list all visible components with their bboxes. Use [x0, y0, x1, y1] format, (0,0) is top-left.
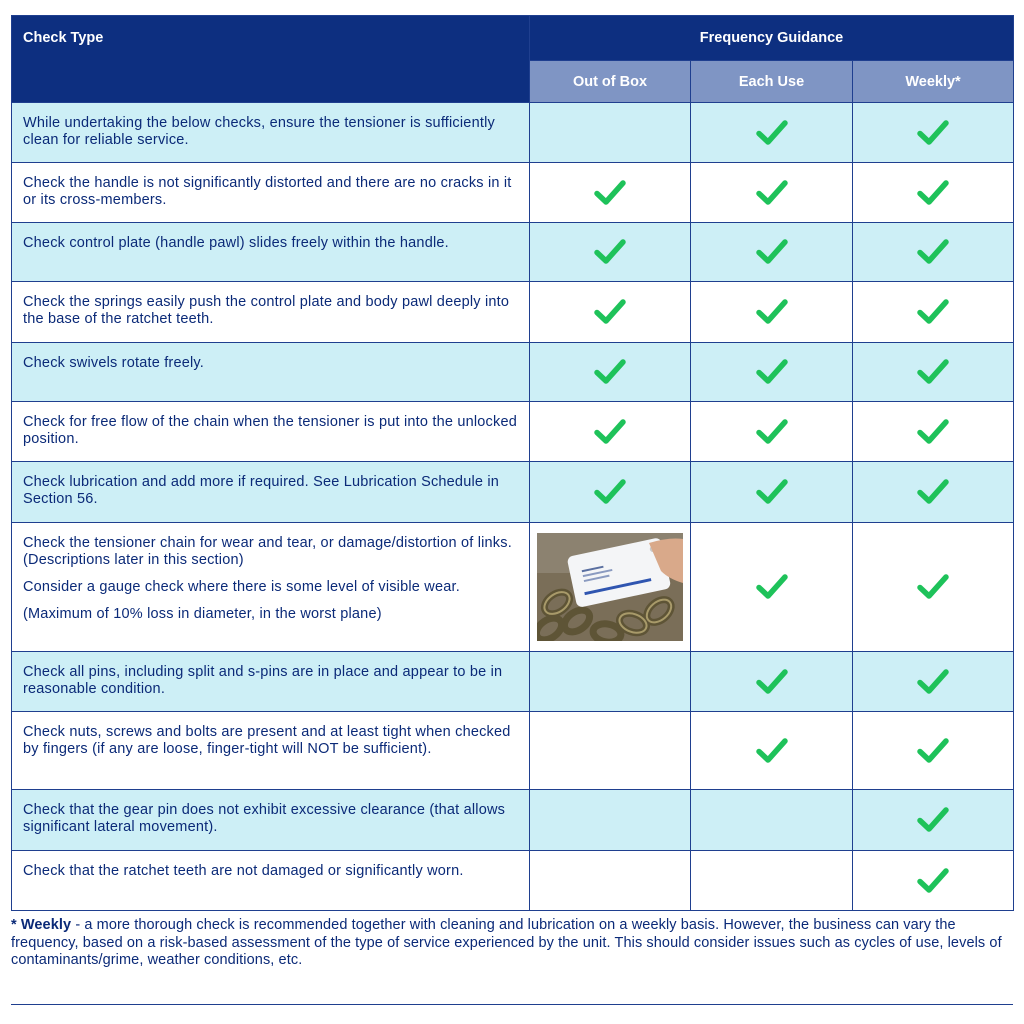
check-description	[12, 462, 530, 523]
check-icon	[916, 418, 950, 446]
check-description-text: While undertaking the below checks, ensure the tensioner is sufficiently clean for reliable service.	[23, 115, 495, 148]
out-of-box-cell	[530, 223, 691, 282]
each-use-cell	[691, 282, 853, 343]
check-icon	[755, 573, 789, 601]
check-icon	[593, 358, 627, 386]
each-use-cell	[691, 223, 853, 282]
out-of-box-column-header: Out of Box	[530, 61, 691, 103]
out-of-box-cell	[530, 402, 691, 462]
each-use-cell	[691, 163, 853, 223]
check-icon	[755, 668, 789, 696]
check-description	[12, 343, 530, 402]
check-description	[12, 790, 530, 851]
each-use-cell	[691, 343, 853, 402]
each-use-cell	[691, 851, 853, 911]
check-description	[12, 523, 530, 652]
weekly-cell	[853, 712, 1014, 790]
check-icon	[755, 737, 789, 765]
weekly-cell	[853, 282, 1014, 343]
weekly-cell	[853, 462, 1014, 523]
footnote-lead: * Weekly	[11, 917, 72, 933]
table-row	[12, 851, 1014, 911]
check-icon	[916, 298, 950, 326]
check-description	[12, 223, 530, 282]
each-use-column-header: Each Use	[691, 61, 853, 103]
check-description	[12, 282, 530, 343]
out-of-box-cell	[530, 462, 691, 523]
check-description	[12, 851, 530, 911]
check-icon	[916, 478, 950, 506]
each-use-cell	[691, 523, 853, 652]
check-description-text: Consider a gauge check where there is some level of visible wear.	[23, 579, 460, 595]
frequency-guidance-header: Frequency Guidance	[530, 16, 1014, 61]
weekly-cell	[853, 790, 1014, 851]
check-icon	[755, 298, 789, 326]
table-row	[12, 282, 1014, 343]
check-icon	[755, 119, 789, 147]
each-use-cell	[691, 462, 853, 523]
weekly-cell	[853, 402, 1014, 462]
out-of-box-cell	[530, 282, 691, 343]
table-row	[12, 402, 1014, 462]
check-description	[12, 652, 530, 712]
check-icon	[916, 179, 950, 207]
each-use-cell	[691, 402, 853, 462]
check-icon	[593, 238, 627, 266]
out-of-box-cell	[530, 652, 691, 712]
check-description	[12, 712, 530, 790]
table-row	[12, 523, 1014, 652]
check-description-text: Check the handle is not significantly distorted and there are no cracks in it or its cross-members.	[23, 175, 512, 208]
table-row	[12, 790, 1014, 851]
check-description-text: Check that the ratchet teeth are not damaged or significantly worn.	[23, 863, 464, 879]
check-icon	[755, 238, 789, 266]
check-description-text: Check for free flow of the chain when the tensioner is put into the unlocked position.	[23, 414, 517, 447]
check-icon	[916, 238, 950, 266]
each-use-cell	[691, 103, 853, 163]
check-description-text: Check the tensioner chain for wear and tear, or damage/distortion of links. (Descriptions later in this section)	[23, 535, 512, 568]
weekly-cell	[853, 163, 1014, 223]
check-type-header: Check Type	[12, 16, 530, 103]
table-row	[12, 652, 1014, 712]
each-use-cell	[691, 652, 853, 712]
check-icon	[755, 418, 789, 446]
check-icon	[755, 179, 789, 207]
check-icon	[916, 358, 950, 386]
chain-gauge-photo	[537, 533, 683, 641]
check-icon	[593, 298, 627, 326]
check-icon	[916, 573, 950, 601]
out-of-box-cell	[530, 790, 691, 851]
weekly-cell	[853, 851, 1014, 911]
check-description-text: (Maximum of 10% loss in diameter, in the worst plane)	[23, 606, 382, 622]
table-row	[12, 712, 1014, 790]
check-description	[12, 163, 530, 223]
weekly-footnote	[11, 917, 1011, 970]
check-description-text: Check that the gear pin does not exhibit excessive clearance (that allows significant lateral movement).	[23, 802, 506, 835]
inspection-frequency-table	[11, 15, 1014, 911]
check-description-text: Check all pins, including split and s-pins are in place and appear to be in reasonable condition.	[23, 664, 503, 697]
check-description-text: Check lubrication and add more if required. See Lubrication Schedule in Section 56.	[23, 474, 500, 507]
out-of-box-cell	[530, 851, 691, 911]
table-row	[12, 103, 1014, 163]
weekly-cell	[853, 103, 1014, 163]
table-row	[12, 343, 1014, 402]
table-row	[12, 163, 1014, 223]
check-icon	[916, 806, 950, 834]
check-icon	[916, 867, 950, 895]
check-icon	[593, 478, 627, 506]
weekly-cell	[853, 523, 1014, 652]
check-icon	[916, 737, 950, 765]
table-body	[12, 103, 1014, 911]
check-icon	[755, 478, 789, 506]
each-use-cell	[691, 790, 853, 851]
table-row	[12, 223, 1014, 282]
out-of-box-cell	[530, 103, 691, 163]
check-description	[12, 402, 530, 462]
check-icon	[916, 119, 950, 147]
check-icon	[593, 418, 627, 446]
check-icon	[755, 358, 789, 386]
check-description-text: Check nuts, screws and bolts are present and at least tight when checked by fingers (if any are loose, finger-tight will NOT be sufficient).	[23, 724, 511, 757]
out-of-box-cell	[530, 163, 691, 223]
check-description-text: Check control plate (handle pawl) slides freely within the handle.	[23, 235, 449, 251]
weekly-cell	[853, 652, 1014, 712]
check-description-text: Check swivels rotate freely.	[23, 355, 205, 371]
weekly-cell	[853, 223, 1014, 282]
out-of-box-cell	[530, 523, 691, 652]
check-description	[12, 103, 530, 163]
check-icon	[916, 668, 950, 696]
each-use-cell	[691, 712, 853, 790]
check-description-text: Check the springs easily push the control plate and body pawl deeply into the base of the ratchet teeth.	[23, 294, 510, 327]
out-of-box-cell	[530, 712, 691, 790]
footnote-text: - a more thorough check is recommended together with cleaning and lubrication on a weekly basis. However, the business can vary the frequency, based on a risk-based assessment of the type of service experienced by the unit. This should consider issues such as cycles of use, levels of contaminants/grime, weather conditions, etc.	[11, 917, 1002, 968]
table-row	[12, 462, 1014, 523]
out-of-box-cell	[530, 343, 691, 402]
bottom-divider	[11, 1004, 1013, 1005]
weekly-cell	[853, 343, 1014, 402]
weekly-column-header: Weekly*	[853, 61, 1014, 103]
check-icon	[593, 179, 627, 207]
